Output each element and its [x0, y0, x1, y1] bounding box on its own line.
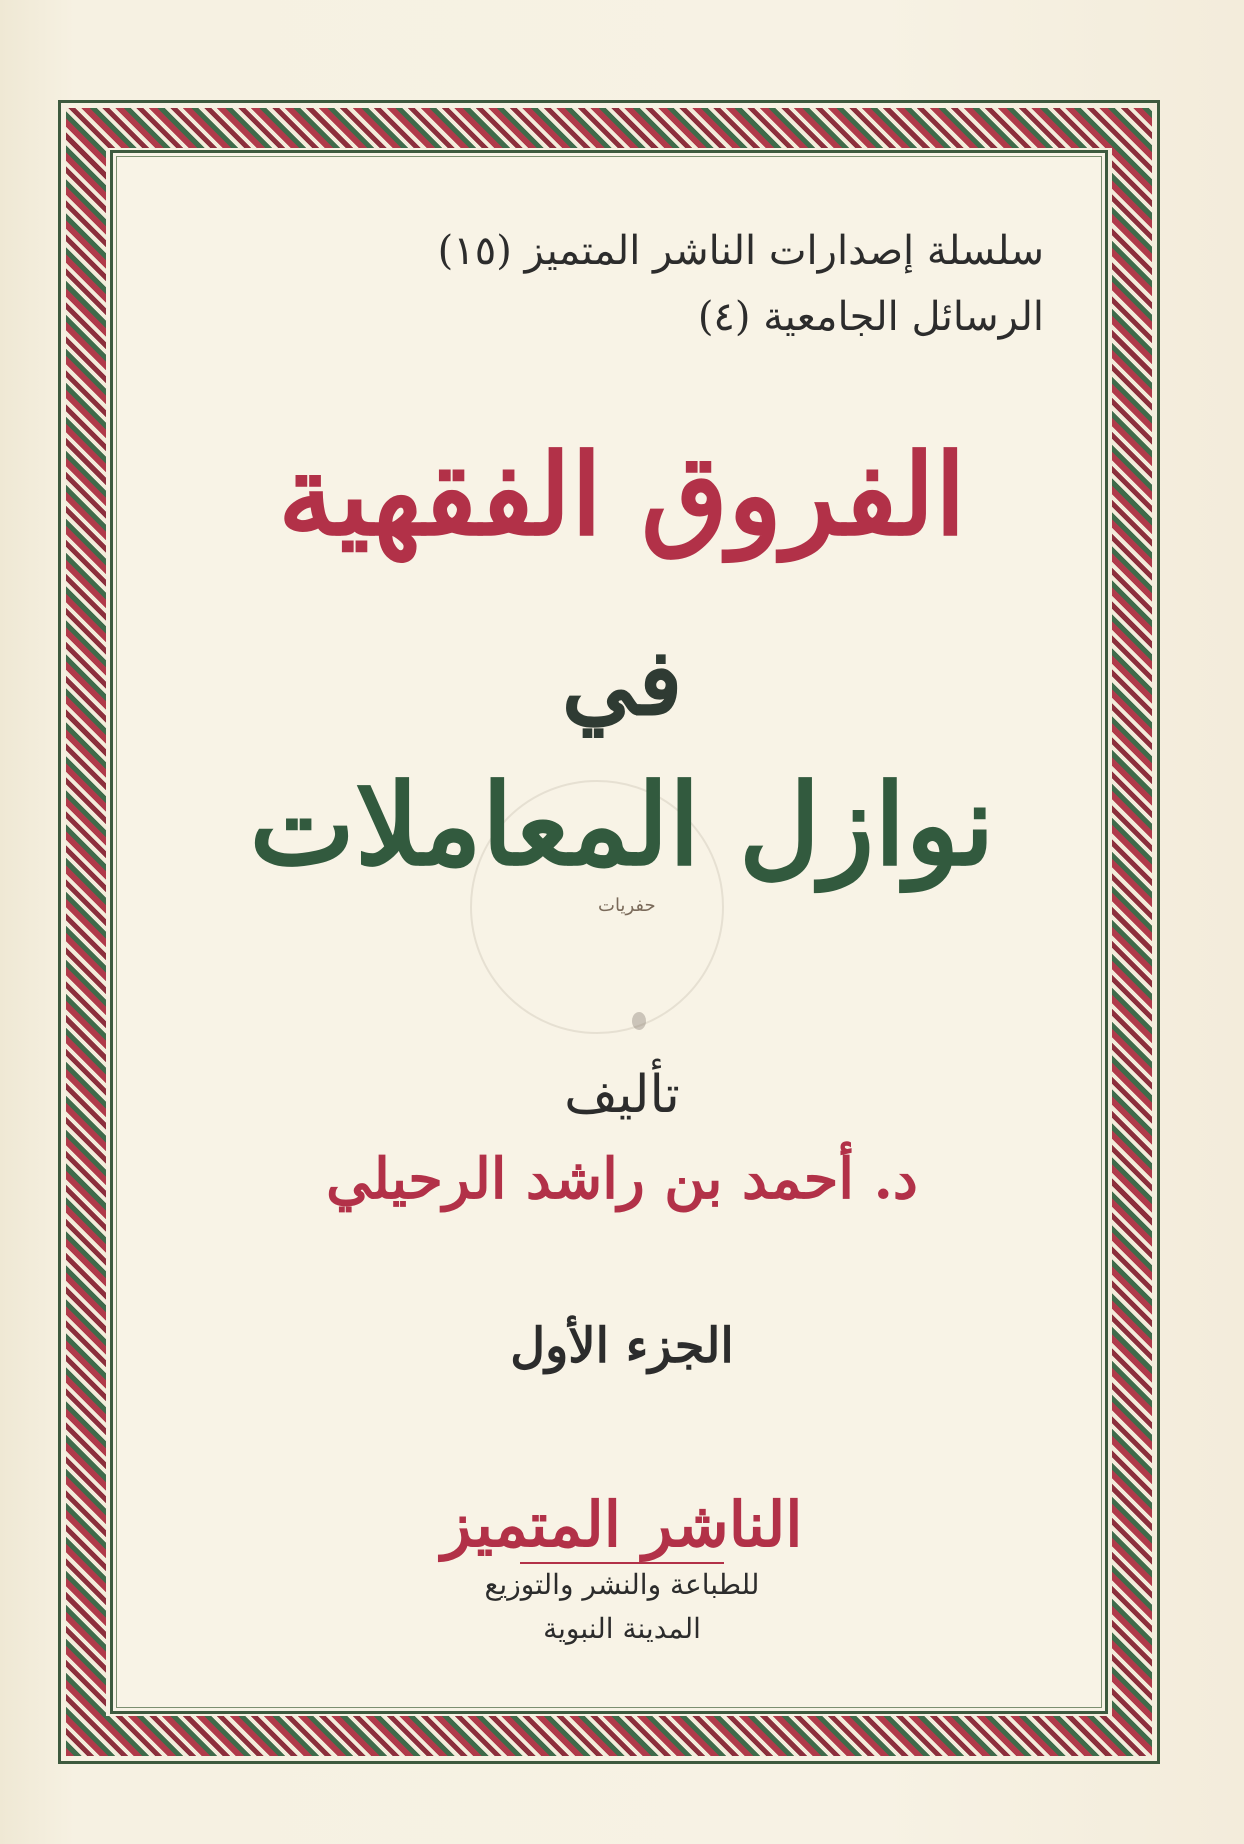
series-subtitle: الرسائل الجامعية (٤) [697, 294, 1044, 340]
publisher-tagline: للطباعة والنشر والتوزيع [484, 1568, 760, 1601]
publisher-location: المدينة النبوية [543, 1612, 701, 1645]
ink-mark [632, 1012, 646, 1030]
volume-label: الجزء الأول [510, 1318, 734, 1374]
publisher-name: الناشر المتميز [441, 1488, 803, 1561]
author-name: د. أحمد بن راشد الرحيلي [326, 1146, 918, 1212]
series-title: سلسلة إصدارات الناشر المتميز (١٥) [437, 228, 1044, 274]
book-title-line1: الفروق الفقهية [278, 430, 966, 561]
book-title-line2: نوازل المعاملات [249, 760, 995, 891]
small-stamp-text: حفريات [598, 895, 656, 916]
book-title-connector: في [561, 628, 683, 736]
publisher-divider [520, 1562, 724, 1564]
author-label: تأليف [564, 1065, 680, 1125]
